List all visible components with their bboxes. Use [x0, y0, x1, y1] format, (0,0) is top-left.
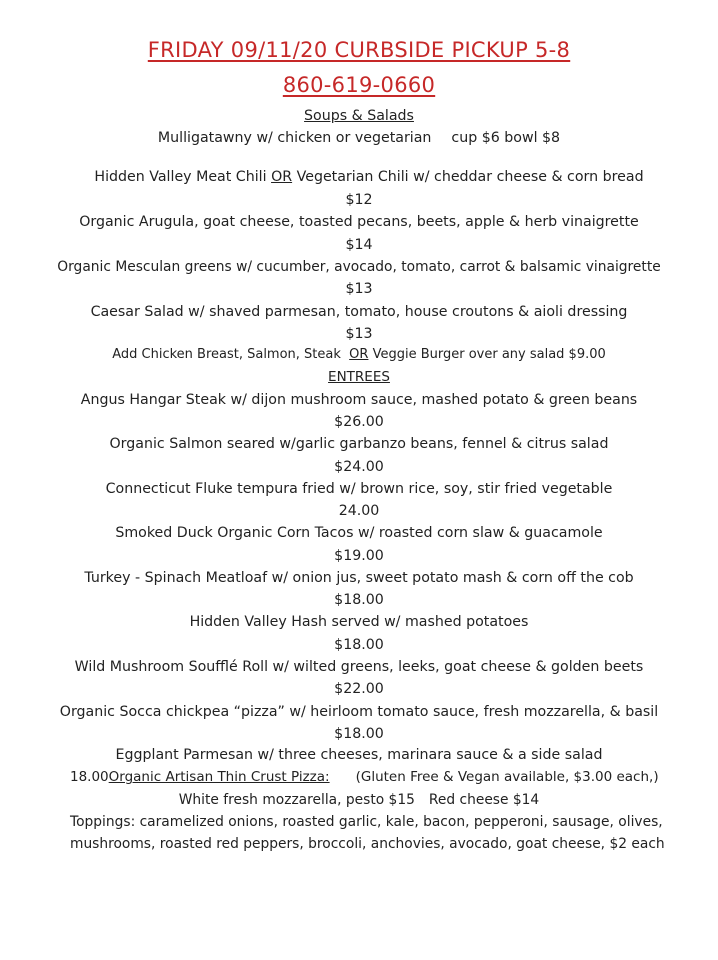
- menu-item-price: $13: [345, 326, 373, 342]
- entree-item: Turkey - Spinach Meatloaf w/ onion jus, sweet potato mash & corn off the cob: [84, 570, 634, 586]
- salad-addon: [0, 346, 718, 364]
- addon-text: Veggie Burger over any salad $9.00: [372, 347, 606, 362]
- menu-title: FRIDAY 09/11/20 CURBSIDE PICKUP 5-8: [147, 38, 571, 62]
- entree-price: $22.00: [334, 681, 384, 697]
- pizza-header-line: [70, 768, 710, 786]
- pizza-toppings-1: Toppings: caramelized onions, roasted garlic, kale, bacon, pepperoni, sausage, olives,: [70, 814, 663, 830]
- menu-item-mulligatawny: [0, 129, 718, 147]
- menu-item-name: Mulligatawny w/ chicken or vegetarian: [157, 130, 432, 146]
- menu-item-name: Hidden Valley Meat Chili: [94, 169, 267, 185]
- entree-price: $18.00: [334, 726, 384, 742]
- menu-item-price: cup $6 bowl $8: [451, 130, 561, 146]
- soups-salads-heading: [0, 107, 718, 125]
- entree-price: 24.00: [338, 503, 380, 519]
- entree-price: $18.00: [334, 592, 384, 608]
- menu-item-price: $13: [345, 281, 373, 297]
- phone-number: 860-619-0660: [282, 73, 436, 97]
- menu-item-arugula: Organic Arugula, goat cheese, toasted pecans, beets, apple & herb vinaigrette: [79, 214, 639, 230]
- entree-price: $24.00: [334, 459, 384, 475]
- addon-text: Add Chicken Breast, Salmon, Steak: [112, 347, 341, 362]
- entrees-heading-text: ENTREES: [328, 369, 390, 385]
- entree-item: Organic Socca chickpea “pizza” w/ heirloom tomato sauce, fresh mozzarella, & basil: [59, 704, 659, 720]
- entree-price: $19.00: [334, 548, 384, 564]
- pizza-red: Red cheese $14: [428, 792, 540, 808]
- or-separator: OR: [271, 169, 293, 185]
- entree-item: Wild Mushroom Soufflé Roll w/ wilted greens, leeks, goat cheese & golden beets: [74, 659, 644, 675]
- entree-item: Eggplant Parmesan w/ three cheeses, marinara sauce & a side salad: [115, 747, 603, 763]
- menu-item-name: Vegetarian Chili w/ cheddar cheese & corn bread: [296, 169, 644, 185]
- entree-item: Organic Salmon seared w/garlic garbanzo beans, fennel & citrus salad: [109, 436, 609, 452]
- menu-item-price: $12: [345, 192, 373, 208]
- entree-price: 18.00: [70, 769, 109, 785]
- soups-salads-heading-text: Soups & Salads: [304, 108, 414, 124]
- menu-item-chili: [10, 168, 718, 186]
- pizza-white: White fresh mozzarella, pesto $15: [178, 792, 415, 808]
- pizza-toppings-2: mushrooms, roasted red peppers, broccoli, anchovies, avocado, goat cheese, $2 each: [70, 836, 665, 852]
- entree-price: $26.00: [334, 414, 384, 430]
- pizza-note: (Gluten Free & Vegan available, $3.00 each,): [355, 769, 659, 785]
- entree-item: Connecticut Fluke tempura fried w/ brown rice, soy, stir fried vegetable: [105, 481, 613, 497]
- entrees-heading: [0, 368, 718, 386]
- entree-item: Smoked Duck Organic Corn Tacos w/ roasted corn slaw & guacamole: [115, 525, 603, 541]
- entree-price: $18.00: [334, 637, 384, 653]
- entree-item: Hidden Valley Hash served w/ mashed potatoes: [189, 614, 529, 630]
- menu-item-mesculan: Organic Mesculan greens w/ cucumber, avocado, tomato, carrot & balsamic vinaigrette: [57, 259, 661, 275]
- pizza-heading: Organic Artisan Thin Crust Pizza:: [108, 769, 330, 785]
- pizza-options: [0, 791, 718, 809]
- entree-item: Angus Hangar Steak w/ dijon mushroom sauce, mashed potato & green beans: [80, 392, 638, 408]
- menu-item-price: $14: [345, 237, 373, 253]
- or-separator: OR: [349, 347, 369, 362]
- menu-item-caesar: Caesar Salad w/ shaved parmesan, tomato, house croutons & aioli dressing: [90, 304, 628, 320]
